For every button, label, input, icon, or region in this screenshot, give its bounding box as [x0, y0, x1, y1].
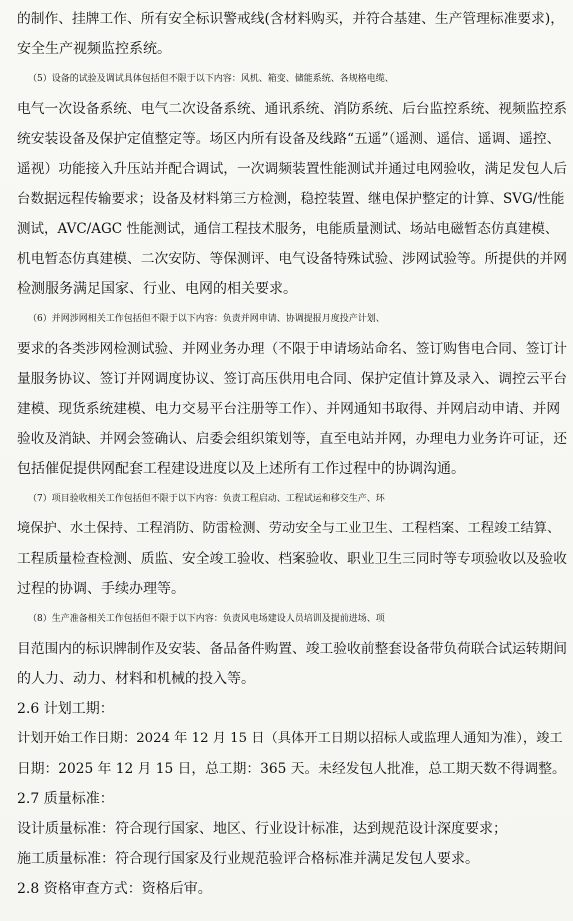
text-line: （6）并网涉网相关工作包括但不限于以下内容：负责并网申请、协调提报月度投产计划、 — [28, 314, 385, 324]
text-line: （8）生产准备相关工作包括但不限于以下内容：负责风电场建设人员培训及提前进场、项 — [28, 614, 385, 624]
text-line: 的制作、挂牌工作、所有安全标识警戒线(含材料购买，并符合基建、生产管理标准要求)， — [17, 11, 564, 27]
text-line: 设计质量标准：符合现行国家、地区、行业设计标准，达到规范设计深度要求； — [17, 821, 507, 837]
text-line: 建模、现货系统建模、电力交易平台注册等工作）、并网通知书取得、并网启动申请、并网 — [17, 401, 561, 417]
text-line: 量服务协议、签订并网调度协议、签订高压供用电合同、保护定值计算及录入、调控云平台 — [17, 371, 568, 387]
text-line: 电气一次设备系统、电气二次设备系统、通讯系统、消防系统、后台监控系统、视频监控系 — [17, 101, 568, 117]
text-line: （7）项目验收相关工作包括但不限于以下内容：负责工程启动、工程试运和移交生产、环 — [28, 494, 385, 504]
text-line: 目范围内的标识牌制作及安装、备品备件购置、竣工验收前整套设备带负荷联合试运转期间 — [17, 641, 568, 657]
text-line: 包括催促提供网配套工程建设进度以及上述所有工作过程中的协调沟通。 — [17, 461, 465, 477]
text-line: 日期：2025 年 12 月 15 日，总工期：365 天。未经发包人批准，总工期天数不得调整。 — [17, 761, 566, 777]
text-line: 2.8 资格审查方式：资格后审。 — [17, 881, 212, 897]
text-line: 2.7 质量标准： — [17, 791, 114, 807]
text-line: 机电暂态仿真建模、二次安防、等保测评、电气设备特殊试验、涉网试验等。所提供的并网 — [17, 251, 568, 267]
text-line: 要求的各类涉网检测试验、并网业务办理（不限于申请场站命名、签订购售电合同、签订计 — [17, 341, 568, 357]
text-line: 过程的协调、手续办理等。 — [17, 581, 185, 597]
text-line: 的人力、动力、材料和机械的投入等。 — [17, 671, 255, 687]
text-line: 计划开始工作日期：2024 年 12 月 15 日（具体开工日期以招标人或监理人通知为准），竣工 — [17, 731, 563, 746]
text-line: 测试，AVC/AGC 性能测试，通信工程技术服务，电能质量测试、场站电磁暂态仿真建模、 — [17, 221, 559, 237]
text-line: 验收及消缺、并网会签确认、启委会组织策划等，直至电站并网，办理电力业务许可证，还 — [17, 431, 568, 447]
text-line: 安全生产视频监控系统。 — [17, 41, 171, 57]
text-line: 遥视）功能接入升压站并配合调试，一次调频装置性能测试并通过电网验收，满足发包人后 — [17, 161, 568, 177]
text-line: 工程质量检查检测、质监、安全竣工验收、档案验收、职业卫生三同时等专项验收以及验收 — [17, 551, 568, 567]
text-line: 检测服务满足国家、行业、电网的相关要求。 — [17, 281, 297, 297]
text-line: 2.6 计划工期： — [17, 701, 114, 717]
text-line: 统安装设备及保护定值整定等。场区内所有设备及线路“五遥”（遥测、遥信、遥调、遥控、 — [17, 131, 561, 147]
text-line: （5）设备的试验及调试具体包括但不限于以下内容：风机、箱变、储能系统、各规格电缆、 — [28, 74, 394, 84]
text-line: 施工质量标准：符合现行国家及行业规范验评合格标准并满足发包人要求。 — [17, 851, 479, 867]
document-body — [17, 4, 567, 904]
text-line: 台数据远程传输要求；设备及材料第三方检测，稳控装置、继电保护整定的计算、SVG/性能 — [17, 191, 565, 207]
text-line: 境保护、水土保持、工程消防、防雷检测、劳动安全与工业卫生、工程档案、工程竣工结算、 — [17, 521, 561, 536]
